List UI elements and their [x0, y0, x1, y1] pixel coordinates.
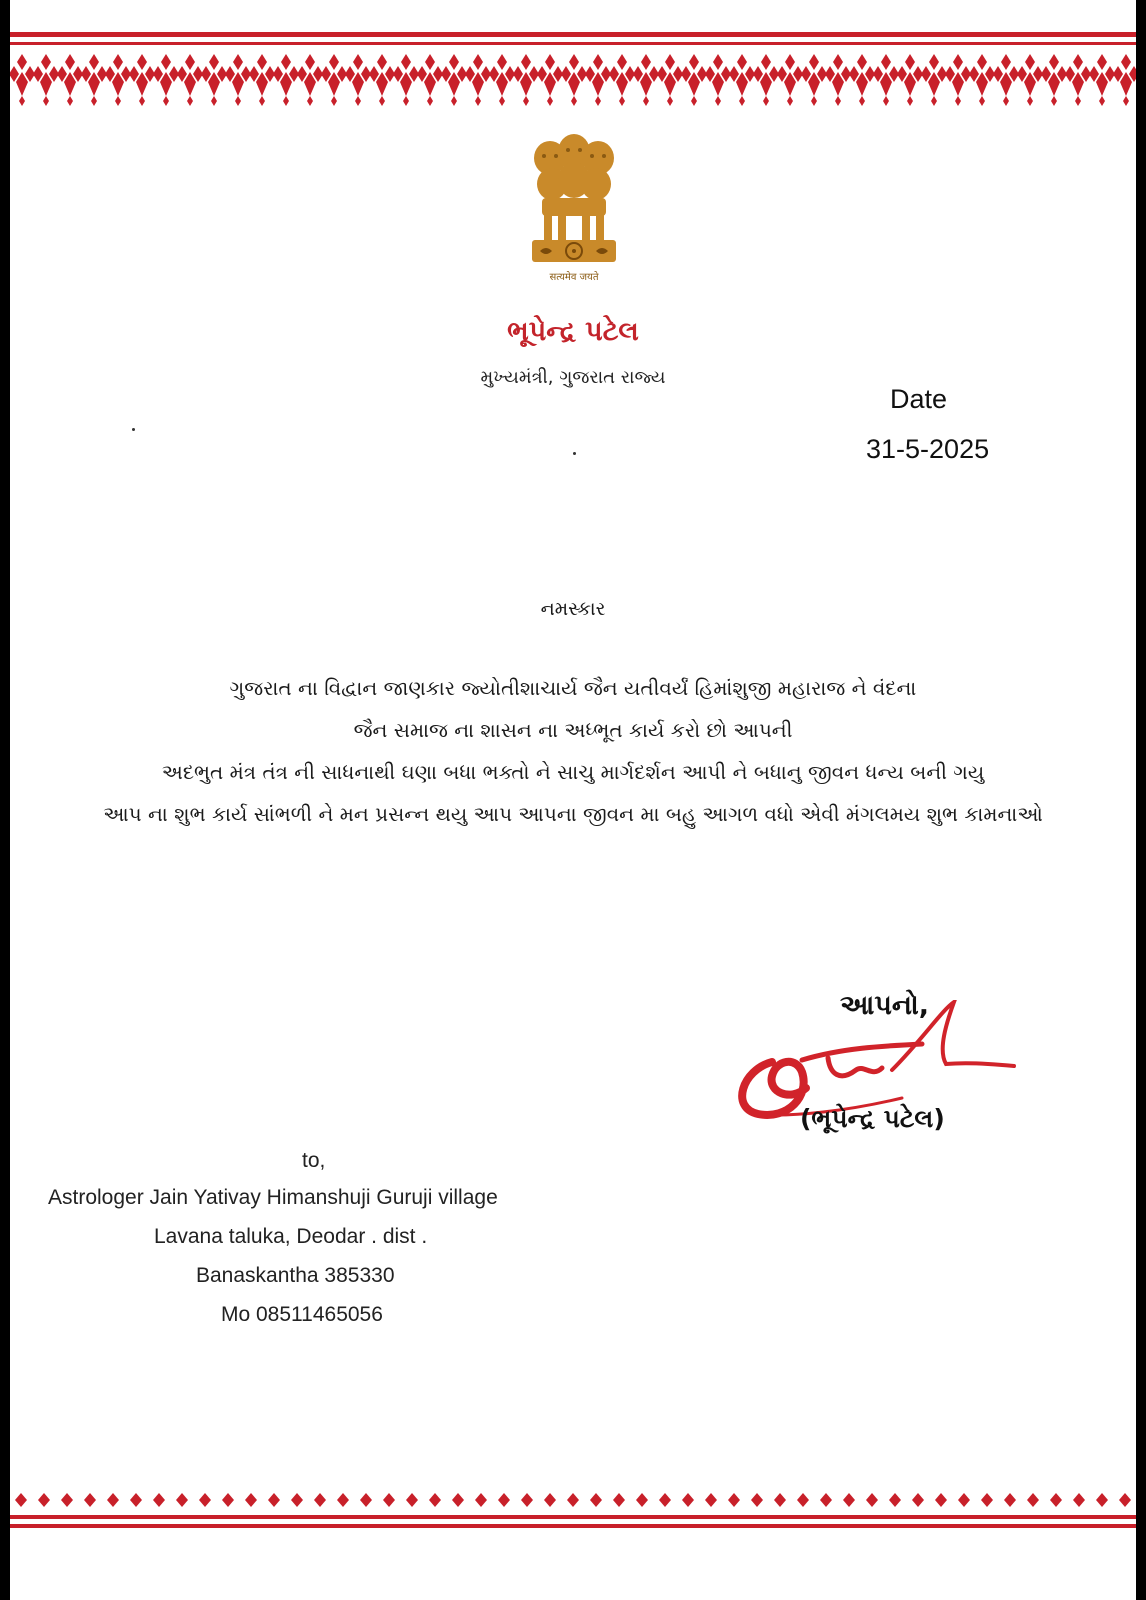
top-ornament-border [10, 50, 1136, 108]
body-line-3: અદભુત મંત્ર તંત્ર ની સાધનાથી ઘણા બધા ભક્તો ને સાચુ માર્ગદર્શન આપી ને બધાનુ જીવન ધન્ય બની ગયુ [161, 760, 985, 784]
date-label: Date [890, 384, 948, 414]
recipient-line-3: Banaskantha 385330 [196, 1264, 395, 1287]
body-line-1: ગુજરાત ના વિદ્વાન જાણકાર જ્યોતીશાચાર્ય જૈન યતીવર્યં હિમાંશુજી મહારાજ ને વંદના [229, 676, 917, 700]
stray-dot [132, 428, 135, 431]
sign-closing: આપનો, [840, 990, 929, 1021]
date-value: 31-5-2025 [866, 434, 990, 464]
emblem-motto: सत्यमेव जयते [549, 272, 599, 283]
bottom-border-line-1 [10, 1515, 1136, 1519]
bottom-border-line-2 [10, 1524, 1136, 1528]
body-line-4: આપ ના શુભ કાર્ય સાંભળી ને મન પ્રસન્ન થયુ આપ આપના જીવન મા બહુ આગળ વધો એવી મંગલમય શુભ કામનાઓ [103, 802, 1043, 826]
bottom-diamond-border [10, 1488, 1136, 1512]
body-line-2: જૈન સમાજ ના શાસન ના અધ્ભૂત કાર્ય કરો છો આપની [353, 718, 793, 742]
letter-sheet [10, 0, 1136, 1600]
greeting: નમસ્કાર [540, 598, 606, 620]
top-border-line-2 [10, 42, 1136, 45]
recipient-to-label: to, [302, 1149, 326, 1172]
stray-dot [573, 452, 576, 455]
recipient-line-2: Lavana taluka, Deodar . dist . [154, 1225, 428, 1248]
sign-name: (ભૂપેન્દ્ર પટેલ) [800, 1104, 945, 1133]
recipient-line-4: Mo 08511465056 [221, 1303, 383, 1326]
recipient-line-1: Astrologer Jain Yativay Himanshuji Guruji village [48, 1186, 498, 1209]
national-emblem-icon [520, 132, 628, 290]
top-border-line-1 [10, 32, 1136, 37]
sender-designation: મુખ્યમંત્રી, ગુજરાત રાજ્ય [480, 367, 666, 388]
sender-name: ભૂપેન્દ્ર પટેલ [507, 316, 639, 347]
